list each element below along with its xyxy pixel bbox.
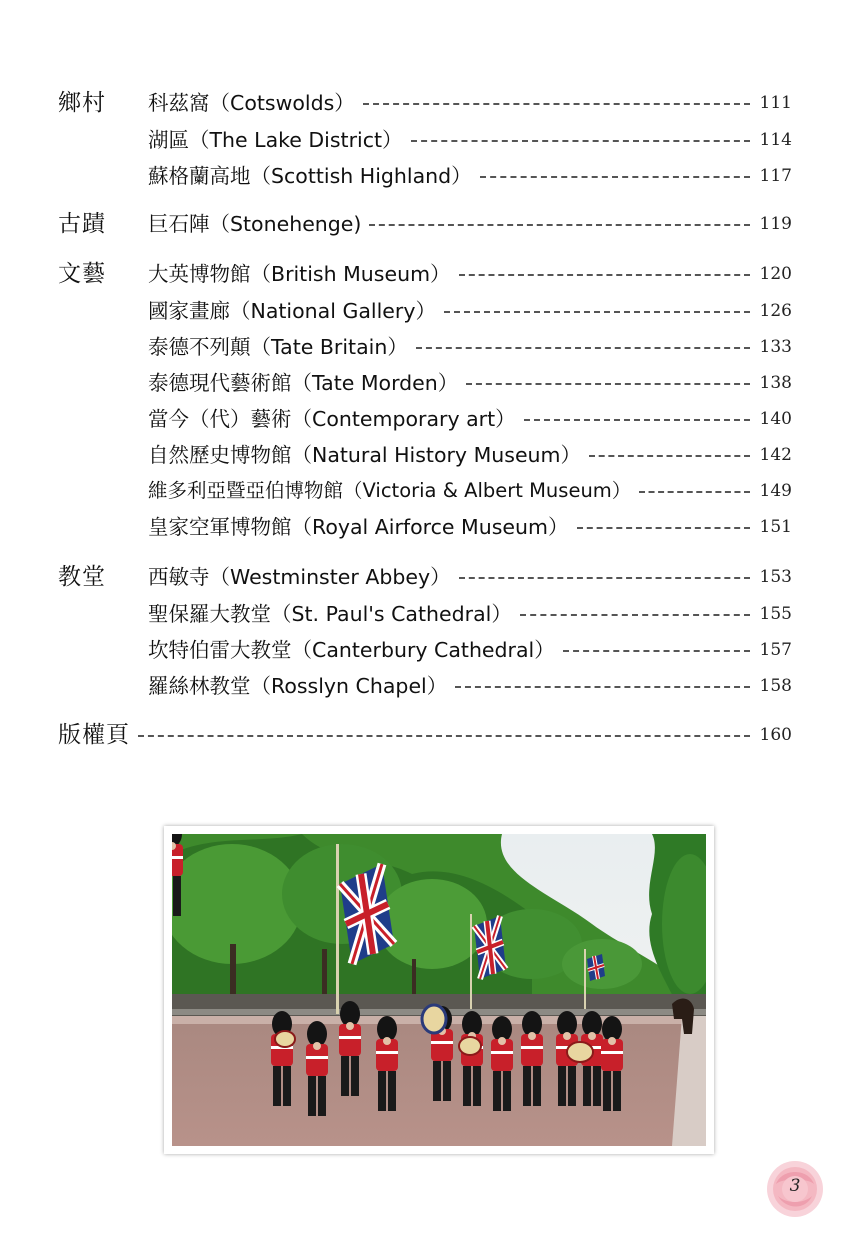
toc-entry-copyright[interactable] [58,720,792,750]
toc-entry-page: 158 [759,676,792,696]
toc-entry-page: 114 [759,130,792,150]
toc-entry-page: 111 [759,93,792,113]
toc-entry-title: 西敏寺（Westminster Abbey） [148,565,451,589]
toc-entry[interactable] [148,671,792,701]
toc-category: 鄉村 [58,90,106,116]
toc-entry[interactable] [148,209,792,239]
leader-dots [459,577,750,579]
toc-entry-page: 157 [759,640,792,660]
toc-entry[interactable] [148,635,792,665]
toc-entry[interactable] [148,368,792,398]
toc-entry-title: 羅絲林教堂（Rosslyn Chapel） [148,674,448,698]
page-number-badge [762,1158,828,1220]
toc-entry[interactable] [148,512,792,542]
toc-entry[interactable] [148,404,792,434]
toc-entry-title: 皇家空軍博物館（Royal Airforce Museum） [148,515,569,539]
toc-entry-title: 泰德不列顛（Tate Britain） [148,335,408,359]
toc-entry-page: 142 [759,445,792,465]
leader-dots [480,176,750,178]
toc-entry[interactable] [148,476,792,506]
leader-dots [459,274,750,276]
toc-entry-page: 151 [759,517,792,537]
leader-dots [363,103,750,105]
toc-entry-page: 138 [759,373,792,393]
toc-entry-page: 120 [759,264,792,284]
leader-dots [455,686,750,688]
leader-dots [520,614,750,616]
photo-frame [164,826,714,1154]
toc-entry-title: 自然歷史博物館（Natural History Museum） [148,443,582,467]
page-number: 3 [789,1176,801,1196]
leader-dots [416,347,750,349]
leader-dots [444,311,750,313]
toc-entry-title: 大英博物館（British Museum） [148,262,451,286]
toc-entry-title: 坎特伯雷大教堂（Canterbury Cathedral） [148,638,555,662]
toc-category: 文藝 [58,261,106,287]
toc-entry-title: 版權頁 [58,722,130,748]
toc-category: 教堂 [58,564,106,590]
guards-parade-illustration [172,834,706,1146]
toc-category: 古蹟 [58,211,106,237]
leader-dots [563,650,750,652]
leader-dots [411,140,750,142]
toc-entry-page: 160 [759,725,792,745]
toc-entry[interactable] [148,88,792,118]
leader-dots [466,383,750,385]
leader-dots [577,527,751,529]
toc-entry-title: 維多利亞暨亞伯博物館（Victoria & Albert Museum） [148,479,632,502]
toc-entry-title: 國家畫廊（National Gallery） [148,299,436,323]
toc-entry-page: 133 [759,337,792,357]
toc-entry-title: 湖區（The Lake District） [148,128,403,152]
toc-entry[interactable] [148,161,792,191]
toc-entry-page: 126 [759,301,792,321]
toc-entry-title: 巨石陣（Stonehenge) [148,212,362,236]
toc-entry-page: 149 [759,481,792,501]
toc-entry[interactable] [148,599,792,629]
leader-dots [524,419,750,421]
toc-entry-title: 泰德現代藝術館（Tate Morden） [148,371,459,395]
toc-entry-title: 科茲窩（Cotswolds） [148,91,355,115]
toc-entry[interactable] [148,125,792,155]
leader-dots [639,491,750,493]
toc-entry[interactable] [148,296,792,326]
toc-entry[interactable] [148,332,792,362]
toc-entry[interactable] [148,440,792,470]
toc-entry-page: 117 [759,166,792,186]
toc-entry-page: 153 [759,567,792,587]
leader-dots [589,455,750,457]
toc-entry-page: 140 [759,409,792,429]
toc-entry[interactable] [148,562,792,592]
toc-entry-title: 蘇格蘭高地（Scottish Highland） [148,164,472,188]
toc-entry[interactable] [148,259,792,289]
toc-entry-title: 當今（代）藝術（Contemporary art） [148,407,516,431]
toc-entry-page: 155 [759,604,792,624]
toc-entry-page: 119 [759,214,792,234]
leader-dots [138,735,750,737]
leader-dots [369,224,750,226]
toc-entry-title: 聖保羅大教堂（St. Paul's Cathedral） [148,602,512,626]
guards-parade-photo [172,834,706,1146]
